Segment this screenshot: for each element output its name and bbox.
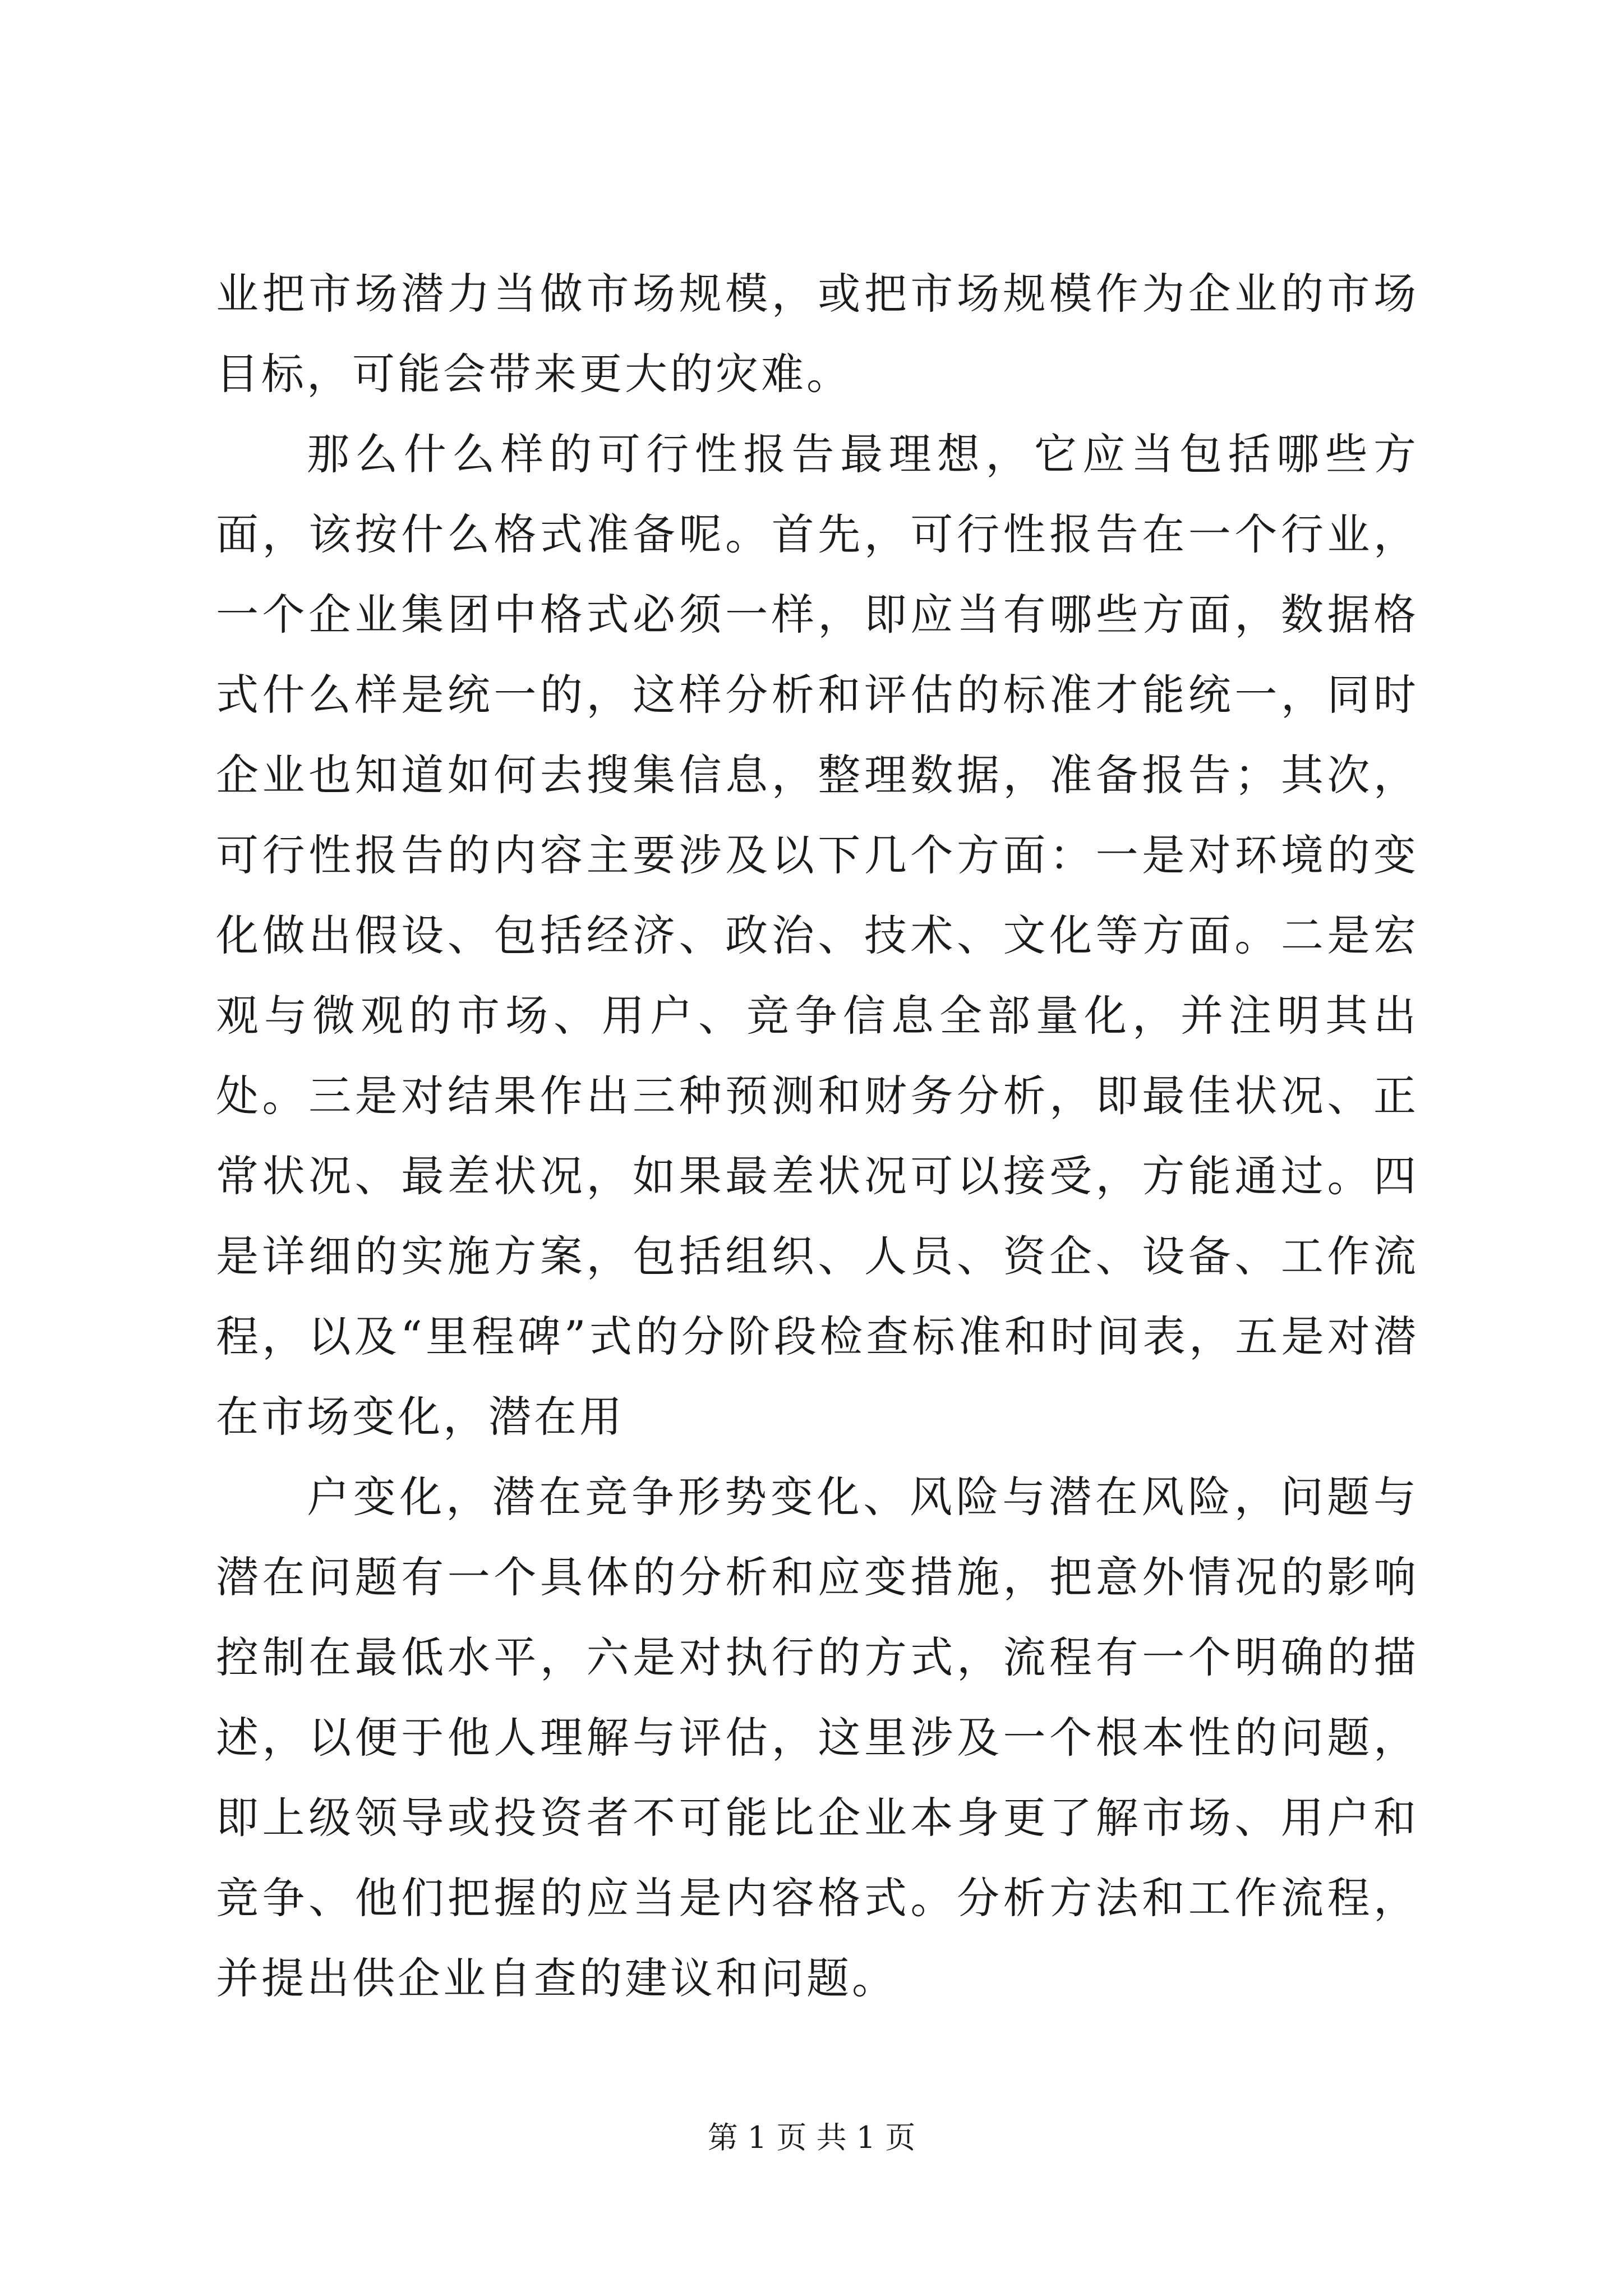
paragraph-3: 户变化，潜在竞争形势变化、风险与潜在风险，问题与潜在问题有一个具体的分析和应变措施，把意外情况的影响控制在最低水平，六是对执行的方式，流程有一个明确的描述，以便于他人理解与评估，这里涉及一个根本性的问题，即上级领导或投资者不可能比企业本身更了解市场、用户和竞争、他们把握的应当是内容格式。分析方法和工作流程，并提出供企业自查的建议和问题。 (216, 1472, 1419, 2003)
document-body (216, 254, 1419, 2018)
paragraph-1: 业把市场潜力当做市场规模，或把市场规模作为企业的市场目标，可能会带来更大的灾难。 (216, 269, 1419, 399)
page-footer: 第 1 页 共 1 页 (707, 2120, 916, 2155)
paragraph-2: 那么什么样的可行性报告最理想，它应当包括哪些方面，该按什么格式准备呢。首先，可行性报告在一个行业，一个企业集团中格式必须一样，即应当有哪些方面，数据格式什么样是统一的，这样分析和评估的标准才能统一，同时企业也知道如何去搜集信息，整理数据，准备报告；其次，可行性报告的内容主要涉及以下几个方面：一是对环境的变化做出假设、包括经济、政治、技术、文化等方面。二是宏观与微观的市场、用户、竞争信息全部量化，并注明其出处。三是对结果作出三种预测和财务分析，即最佳状况、正常状况、最差状况，如果最差状况可以接受，方能通过。四是详细的实施方案，包括组织、人员、资企、设备、工作流程，以及“里程碑”式的分阶段检查标准和时间表，五是对潜在市场变化，潜在用 (216, 429, 1419, 1442)
